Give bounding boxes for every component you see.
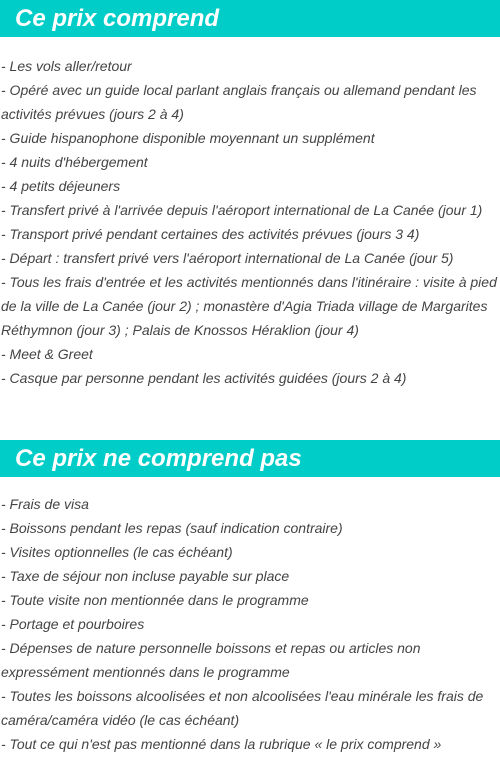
excluded-items-list xyxy=(1,492,498,756)
excluded-item: - Toutes les boissons alcoolisées et non alcoolisées l'eau minérale les frais de caméra/caméra vidéo (le cas échéant) xyxy=(1,688,484,728)
excluded-section-header xyxy=(0,440,500,477)
included-section-title: Ce prix comprend xyxy=(15,5,220,32)
included-item: - Meet & Greet xyxy=(1,346,93,362)
included-items-list xyxy=(1,54,498,390)
included-item: - Casque par personne pendant les activités guidées (jours 2 à 4) xyxy=(1,370,407,386)
excluded-item: - Toute visite non mentionnée dans le programme xyxy=(1,592,309,608)
included-item: - 4 petits déjeuners xyxy=(1,178,121,194)
excluded-item: - Portage et pourboires xyxy=(1,616,145,632)
included-item: - Opéré avec un guide local parlant anglais français ou allemand pendant les activités prévues (jours 2 à 4) xyxy=(1,82,477,122)
included-item: - Les vols aller/retour xyxy=(1,58,132,74)
included-item: - Tous les frais d'entrée et les activités mentionnés dans l'itinéraire : visite à pied de la ville de La Canée (jour 2) ; monastère d'Agia Triada village de Margarites Réthymnon (jour 3) ; Palais de Knossos Héraklion (jour 4) xyxy=(1,274,497,338)
included-item: - Guide hispanophone disponible moyennant un supplément xyxy=(1,130,375,146)
excluded-item: - Taxe de séjour non incluse payable sur place xyxy=(1,568,290,584)
included-item: - Transfert privé à l'arrivée depuis l'aéroport international de La Canée (jour 1) xyxy=(1,202,483,218)
included-item: - 4 nuits d'hébergement xyxy=(1,154,148,170)
excluded-item: - Boissons pendant les repas (sauf indication contraire) xyxy=(1,520,343,536)
excluded-item: - Tout ce qui n'est pas mentionné dans la rubrique « le prix comprend » xyxy=(1,736,442,752)
included-section-header xyxy=(0,0,500,37)
included-item: - Transport privé pendant certaines des activités prévues (jours 3 4) xyxy=(1,226,420,242)
excluded-item: - Dépenses de nature personnelle boissons et repas ou articles non expressément mentionnés dans le programme xyxy=(1,640,421,680)
excluded-section-title: Ce prix ne comprend pas xyxy=(15,445,302,472)
excluded-item: - Visites optionnelles (le cas échéant) xyxy=(1,544,233,560)
excluded-item: - Frais de visa xyxy=(1,496,89,512)
included-item: - Départ : transfert privé vers l'aéroport international de La Canée (jour 5) xyxy=(1,250,454,266)
